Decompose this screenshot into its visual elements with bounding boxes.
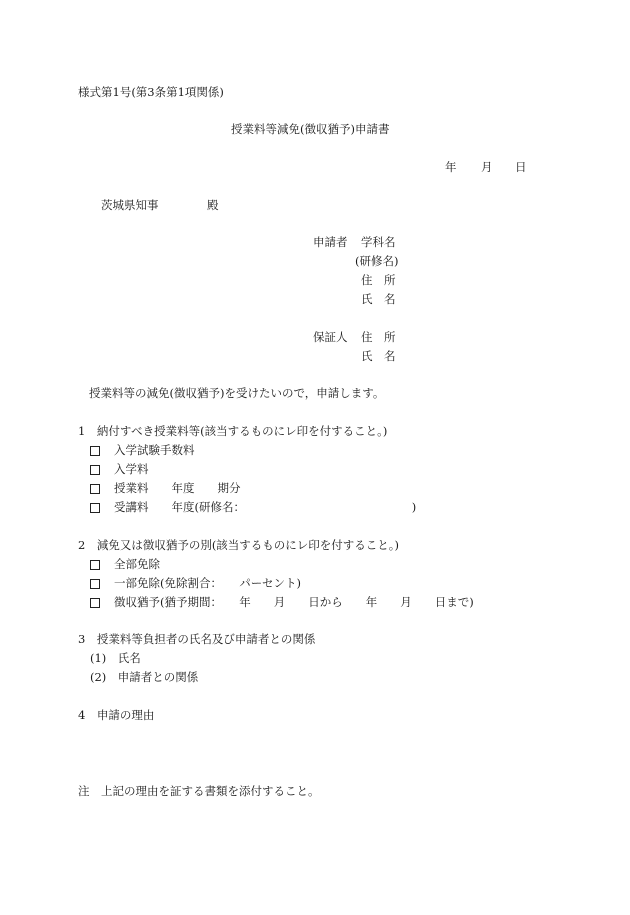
section1-heading: 1 納付すべき授業料等(該当するものにレ印を付すること。) (78, 424, 388, 438)
page-title: 授業料等減免(徴収猶予)申請書 (231, 122, 390, 136)
applicant-role: 申請者 (313, 235, 348, 249)
option-label: 全部免除 (114, 557, 160, 571)
date-month-label: 月 (481, 160, 493, 174)
checkbox[interactable] (90, 465, 100, 475)
request-statement: 授業料等の減免(徴収猶予)を受けたいので，申請します。 (89, 386, 385, 400)
checkbox[interactable] (90, 579, 100, 589)
checkbox[interactable] (90, 560, 100, 570)
section3-heading: 3 授業料等負担者の氏名及び申請者との関係 (78, 632, 316, 646)
guarantor-name-label: 氏 名 (361, 349, 396, 363)
option-label: 入学料 (114, 462, 149, 476)
addressee-honorific: 殿 (207, 198, 219, 212)
payer-relationship-label: (2) 申請者との関係 (90, 670, 199, 684)
checkbox[interactable] (90, 446, 100, 456)
form-number: 様式第1号(第3条第1項関係) (78, 85, 224, 99)
attachment-note: 注 上記の理由を証する書類を添付すること。 (78, 784, 320, 798)
checkbox[interactable] (90, 598, 100, 608)
option-label: 一部免除(免除割合： パーセント) (114, 576, 301, 590)
applicant-course-label: (研修名) (355, 254, 399, 268)
date-day-label: 日 (515, 160, 527, 174)
section2-heading: 2 減免又は徴収猶予の別(該当するものにレ印を付すること。) (78, 538, 400, 552)
applicant-department-label: 学科名 (361, 235, 396, 249)
applicant-name-label: 氏 名 (361, 292, 396, 306)
checkbox[interactable] (90, 503, 100, 513)
section4-heading: 4 申請の理由 (78, 708, 155, 722)
option-label: 入学試験手数料 (114, 443, 195, 457)
date-year-label: 年 (445, 160, 457, 174)
option-label: 徴収猶予(猶予期間： 年 月 日から 年 月 日まで) (114, 595, 474, 609)
guarantor-address-label: 住 所 (361, 330, 396, 344)
payer-name-label: (1) 氏名 (90, 651, 141, 665)
applicant-address-label: 住 所 (361, 273, 396, 287)
addressee-name: 茨城県知事 (101, 198, 159, 212)
option-label: 受講料 年度(研修名： ) (114, 500, 417, 514)
checkbox[interactable] (90, 484, 100, 494)
guarantor-role: 保証人 (313, 330, 348, 344)
option-label: 授業料 年度 期分 (114, 481, 241, 495)
